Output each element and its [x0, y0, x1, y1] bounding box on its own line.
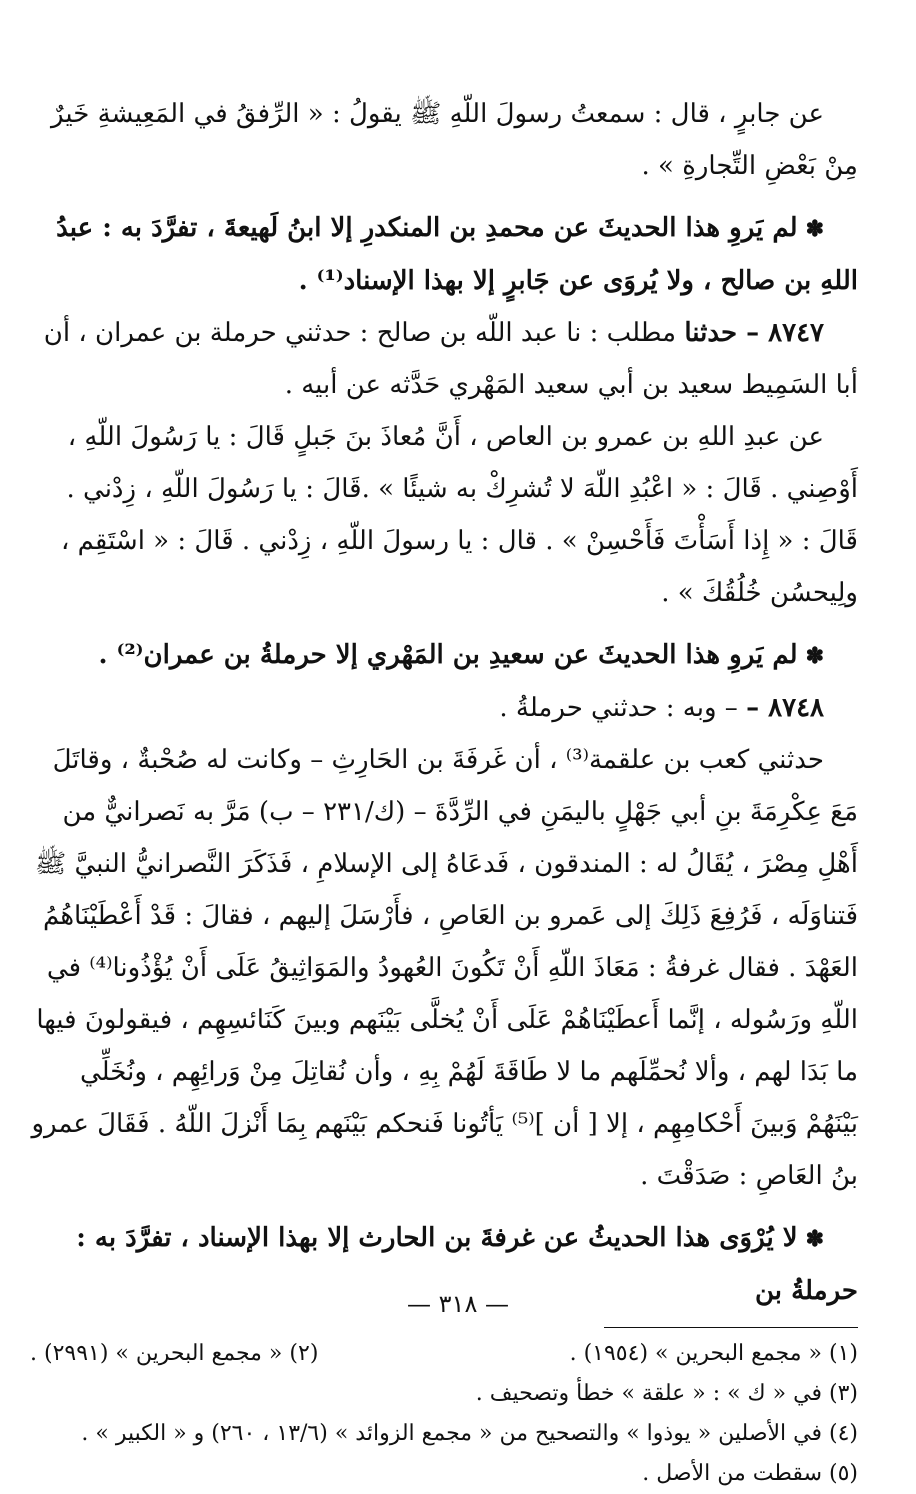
footnote-row — [30, 1334, 858, 1374]
asterisk-icon: ✽ — [805, 1226, 824, 1252]
hadith-number: ٨٧٤٧ – حدثنا — [684, 318, 824, 348]
paragraph-hadith-8747-isnad — [30, 307, 858, 411]
asterisk-icon: ✽ — [805, 216, 824, 242]
footnote-3: (٣) في « ك » : « علقة » خطأ وتصحيف . — [475, 1381, 858, 1406]
isnad-text: مطلب : نا عبد اللّه بن صالح : حدثني حرملة بن عمران ، أن أبا السَمِيط سعيد بن أبي سعيد المَهْري حَدَّثه عن أبيه . — [43, 318, 858, 400]
footnote-divider — [604, 1327, 858, 1328]
asterisk-icon: ✽ — [805, 643, 824, 669]
isnad-text: – وبه : حدثني حرملةُ . — [499, 693, 738, 723]
hadith-number: ٨٧٤٨ – — [746, 693, 824, 723]
commentary-text: لم يَروِ هذا الحديثَ عن محمدِ بن المنكدرِ إلا ابنُ لَهيعةَ ، تفرَّدَ به : عبدُ اللهِ بن صالح ، ولا يُروَى عن جَابرٍ إلا بهذا الإسناد⁽¹⁾ . — [56, 213, 858, 296]
paragraph-hadith-8747-matn: عن عبدِ اللهِ بن عمرو بن العاص ، أَنَّ مُعاذَ بنَ جَبلٍ قَالَ : يا رَسُولَ اللّهِ ، أَوْصِني . قَالَ : « اعْبُدِ اللّهَ لا تُشرِكْ به شيئًا » .قَالَ : يا رَسُولَ اللّهِ ، زِدْني . قَالَ : « إِذا أَسَأْتَ فَأَحْسِنْ » . قال : يا رسولَ اللّهِ ، زِدْني . قَالَ : « اسْتَقِم ، ولِيحسُن خُلُقُكَ » . — [60, 422, 858, 608]
commentary-text: لا يُرْوَى هذا الحديثُ عن غرفةَ بن الحارث إلا بهذا الإسناد ، تفرَّدَ به : حرملةُ بن — [76, 1223, 858, 1306]
page-number: — ٣١٨ — — [407, 1290, 509, 1318]
main-text — [30, 88, 858, 1317]
commentary-text: لم يَروِ هذا الحديثَ عن سعيدِ بن المَهْري إلا حرملةُ بن عمران⁽²⁾ . — [98, 640, 798, 670]
paragraph-hadith-8748-isnad — [30, 682, 858, 734]
paragraph-hadith-8746-end: عن جابرٍ ، قال : سمعتُ رسولَ اللّهِ ﷺ يقولُ : « الرِّفقُ في المَعِيشةِ خَيرٌ مِنْ بَعْضِ التِّجارةِ » . — [51, 99, 858, 181]
footnote-2: (٢) « مجمع البحرين » (٢٩٩١) . — [30, 1341, 319, 1366]
footnote-4: (٤) في الأصلين « يوذوا » والتصحيح من « مجمع الزوائد » (١٣/٦ ، ٢٦٠) و « الكبير » . — [81, 1421, 858, 1446]
commentary-note-2 — [30, 629, 858, 682]
paragraph-hadith-8748-matn: حدثني كعب بن علقمة⁽³⁾ ، أن غَرفَةَ بن الحَارِثِ – وكانت له صُحْبةٌ ، وقاتَلَ مَعَ عِكْرِمَةَ بنِ أبي جَهْلٍ باليمَنِ في الرِّدَّةَ – (ك/٢٣١ – ب) مَرَّ به نَصرانيٌّ من أَهْلِ مِصْرَ ، يُقَالُ له : المندقون ، فَدعَاهُ إلى الإسلامِ ، فَذَكَرَ النَّصرانيُّ النبيَّ ﷺ فَتناوَلَه ، فَرُفِعَ ذَلِكَ إلى عَمرو بن العَاصِ ، فأَرْسَلَ إليهم ، فقالَ : قَدْ أَعْطَيْنَاهُمُ العَهْدَ . فقال غرفةُ : مَعَاذَ اللّهِ أَنْ تَكُونَ العُهودُ والمَوَاثِيقُ عَلَى أَنْ يُؤْذُونا⁽⁴⁾ في اللّهِ ورَسُوله ، إنَّما أَعطَيْنَاهُمْ عَلَى أَنْ يُخلَّى بَيْنَهم وبينَ كَنَائسِهِم ، فيقولونَ فيها ما بَدَا لهم ، وألا نُحمِّلَهم ما لا طَاقَةَ لَهُمْ بِهِ ، وأن نُقاتِلَ مِنْ وَرائِهِم ، ونُخَلِّي بَيْنَهُمْ وَبينَ أَحْكامِهِم ، إلا [ أن ]⁽⁵⁾ يَأتُونا فَنحكم بَيْنَهم بِمَا أَنْزلَ اللّهُ . فَقَالَ عمرو بنُ العَاصِ : صَدَقْتَ . — [31, 745, 858, 1191]
footnote-1: (١) « مجمع البحرين » (١٩٥٤) . — [569, 1341, 858, 1366]
footnotes — [30, 1334, 858, 1494]
footnote-5: (٥) سقطت من الأصل . — [642, 1461, 858, 1486]
commentary-note-1 — [30, 202, 858, 307]
